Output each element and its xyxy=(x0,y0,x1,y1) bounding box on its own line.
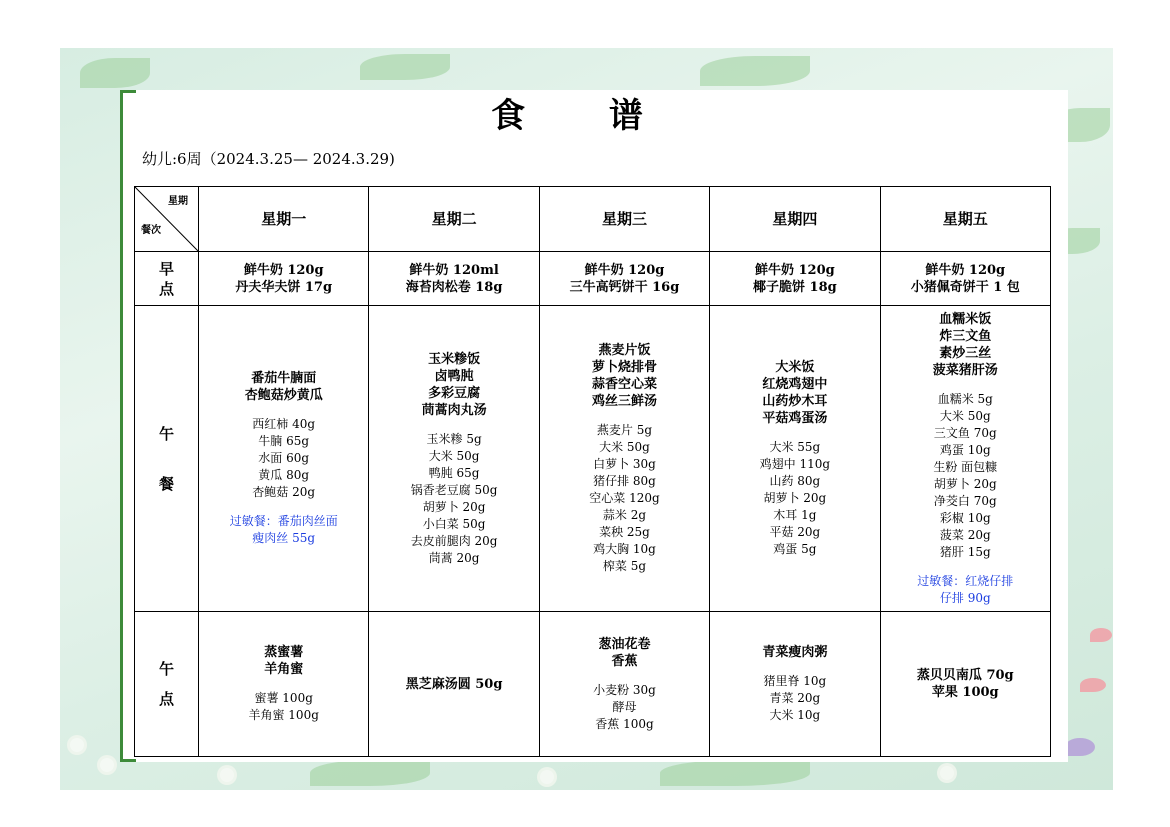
snack-row xyxy=(135,612,1051,757)
ingredient-item: 燕麦片 5g xyxy=(596,423,653,437)
dish-item: 鲜牛奶 120g xyxy=(243,262,324,278)
meal-label-char: 午 xyxy=(158,424,174,443)
dish-item: 鲜牛奶 120g xyxy=(754,262,835,278)
week-subtitle: 幼儿:6周（2024.3.25— 2024.3.29) xyxy=(142,150,395,168)
dish-item: 菠菜猪肝汤 xyxy=(932,362,998,378)
snack-cell xyxy=(880,612,1050,757)
dish-item: 蒸蜜薯 xyxy=(264,645,304,660)
flower-decoration xyxy=(220,768,234,782)
diagonal-line xyxy=(135,187,198,251)
flower-decoration xyxy=(100,758,114,772)
dish-item: 鲜牛奶 120g xyxy=(584,262,665,278)
petal-decoration xyxy=(1090,628,1112,642)
corner-cell xyxy=(135,187,199,252)
dish-item: 鲜牛奶 120ml xyxy=(409,262,499,278)
ingredient-item: 小白菜 50g xyxy=(422,516,486,531)
ingredient-item: 胡萝卜 20g xyxy=(763,491,827,505)
ingredient-item: 大米 10g xyxy=(769,708,821,722)
ingredient-item: 平菇 20g xyxy=(769,525,821,539)
flower-decoration xyxy=(940,766,954,780)
day-header: 星期五 xyxy=(880,187,1050,252)
dish-item: 三牛高钙饼干 16g xyxy=(569,279,680,295)
ingredient-item: 酵母 xyxy=(612,699,637,714)
meal-label-char: 点 xyxy=(158,279,174,298)
ingredient-item: 胡萝卜 20g xyxy=(422,499,486,514)
snack-cell xyxy=(710,612,880,757)
dish-item: 香蕉 xyxy=(611,653,638,669)
ingredient-item: 羊角蜜 100g xyxy=(248,708,319,722)
ingredient-item: 猪肝 15g xyxy=(939,544,991,559)
dish-item: 炸三文鱼 xyxy=(939,328,992,344)
allergy-item: 瘦肉丝 55g xyxy=(252,531,316,545)
meal-label-snack xyxy=(135,612,199,757)
breakfast-cell xyxy=(369,252,539,306)
lunch-cell xyxy=(369,306,539,612)
ingredient-item: 血糯米 5g xyxy=(937,391,993,406)
snack-cell xyxy=(539,612,709,757)
leaf-decoration xyxy=(360,54,450,80)
ingredient-item: 大米 55g xyxy=(769,440,821,454)
dish-item: 茼蒿肉丸汤 xyxy=(421,402,487,418)
ingredient-item: 大米 50g xyxy=(428,448,480,463)
ingredient-item: 木耳 1g xyxy=(773,508,817,522)
ingredient-item: 彩椒 10g xyxy=(939,510,991,525)
lunch-cell xyxy=(199,306,369,612)
snack-cell xyxy=(199,612,369,757)
ingredient-item: 鸡大胸 10g xyxy=(593,542,656,556)
breakfast-cell xyxy=(199,252,369,306)
leaf-decoration xyxy=(80,58,150,88)
corner-week-label: 星期 xyxy=(168,196,188,207)
dish-item: 多彩豆腐 xyxy=(428,385,481,401)
ingredient-item: 菠菜 20g xyxy=(939,527,991,542)
meal-label-char: 早 xyxy=(158,259,174,278)
dish-item: 苹果 100g xyxy=(931,685,999,700)
day-header: 星期三 xyxy=(539,187,709,252)
header-row xyxy=(135,187,1051,252)
ingredient-item: 大米 50g xyxy=(599,440,650,454)
ingredient-item: 鸡蛋 10g xyxy=(939,442,991,457)
day-header: 星期一 xyxy=(199,187,369,252)
meal-label-lunch xyxy=(135,306,199,612)
meal-label-char: 午 xyxy=(158,660,174,678)
petal-decoration xyxy=(1080,678,1106,692)
dish-item: 平菇鸡蛋汤 xyxy=(762,411,828,426)
dish-item: 杏鲍菇炒黄瓜 xyxy=(244,388,323,403)
ingredient-item: 锅香老豆腐 50g xyxy=(410,482,498,497)
meal-label-char: 餐 xyxy=(158,474,174,493)
ingredient-item: 鸡翅中 110g xyxy=(759,457,831,471)
dish-item: 卤鸭肫 xyxy=(434,368,474,384)
ingredient-item: 生粉 面包糠 xyxy=(933,459,998,474)
ingredient-item: 小麦粉 30g xyxy=(593,682,656,697)
ingredient-item: 大米 50g xyxy=(939,408,991,423)
allergy-item: 过敏餐：红烧仔排 xyxy=(917,573,1014,588)
allergy-item: 过敏餐：番茄肉丝面 xyxy=(229,514,338,528)
dish-item: 蒸贝贝南瓜 70g xyxy=(916,668,1014,683)
ingredient-item: 香蕉 100g xyxy=(595,716,654,731)
dish-item: 小猪佩奇饼干 1 包 xyxy=(910,279,1020,295)
ingredient-item: 鸡蛋 5g xyxy=(773,542,817,556)
meal-label-breakfast xyxy=(135,252,199,306)
corner-meal-label: 餐次 xyxy=(141,225,161,236)
ingredient-item: 牛腩 65g xyxy=(258,434,310,448)
petal-decoration xyxy=(1065,738,1095,756)
ingredient-item: 空心菜 120g xyxy=(589,491,660,505)
ingredient-item: 蜜薯 100g xyxy=(254,691,313,705)
breakfast-cell xyxy=(539,252,709,306)
dish-item: 素炒三丝 xyxy=(939,345,992,361)
ingredient-item: 菜秧 25g xyxy=(599,525,650,539)
dish-item: 海苔肉松卷 18g xyxy=(405,279,503,295)
ingredient-item: 水面 60g xyxy=(258,451,310,465)
leaf-decoration xyxy=(660,760,810,786)
dish-item: 血糯米饭 xyxy=(939,311,992,327)
dish-item: 葱油花卷 xyxy=(598,636,651,652)
ingredient-item: 山药 80g xyxy=(769,474,821,488)
dish-item: 羊角蜜 xyxy=(264,662,304,677)
ingredient-item: 胡萝卜 20g xyxy=(933,476,997,491)
dish-item: 黑芝麻汤圆 50g xyxy=(405,676,503,692)
dish-item: 椰子脆饼 18g xyxy=(753,279,837,295)
snack-cell xyxy=(369,612,539,757)
breakfast-cell xyxy=(710,252,880,306)
ingredient-item: 青菜 20g xyxy=(769,691,821,705)
lunch-cell xyxy=(880,306,1050,612)
breakfast-cell xyxy=(880,252,1050,306)
leaf-decoration xyxy=(310,760,430,786)
dish-item: 鸡丝三鲜汤 xyxy=(591,394,657,409)
dish-item: 红烧鸡翅中 xyxy=(762,377,828,392)
ingredient-item: 三文鱼 70g xyxy=(933,425,997,440)
ingredient-item: 黄瓜 80g xyxy=(258,468,310,482)
lunch-cell xyxy=(710,306,880,612)
ingredient-item: 白萝卜 30g xyxy=(593,457,656,471)
allergy-item: 仔排 90g xyxy=(939,590,991,605)
day-header: 星期四 xyxy=(710,187,880,252)
meal-label-char: 点 xyxy=(158,690,174,708)
dish-item: 蒜香空心菜 xyxy=(591,377,657,392)
dish-item: 萝卜烧排骨 xyxy=(591,360,657,375)
dish-item: 山药炒木耳 xyxy=(762,394,828,409)
dish-item: 大米饭 xyxy=(775,360,815,375)
lunch-cell xyxy=(539,306,709,612)
breakfast-row xyxy=(135,252,1051,306)
ingredient-item: 净茭白 70g xyxy=(933,493,997,508)
dish-item: 丹夫华夫饼 17g xyxy=(235,279,333,295)
lunch-row xyxy=(135,306,1051,612)
dish-item: 番茄牛腩面 xyxy=(251,371,317,386)
page-title: 食 谱 xyxy=(491,96,679,136)
ingredient-item: 杏鲍菇 20g xyxy=(252,485,316,499)
dish-item: 青菜瘦肉粥 xyxy=(762,645,828,660)
dish-item: 燕麦片饭 xyxy=(598,343,651,358)
menu-table xyxy=(134,186,1051,757)
ingredient-item: 去皮前腿肉 20g xyxy=(410,533,498,548)
leaf-decoration xyxy=(700,56,810,86)
ingredient-item: 茼蒿 20g xyxy=(428,550,480,565)
flower-decoration xyxy=(540,770,554,784)
dish-item: 鲜牛奶 120g xyxy=(925,262,1006,278)
day-header: 星期二 xyxy=(369,187,539,252)
ingredient-item: 鸭肫 65g xyxy=(428,465,480,480)
flower-decoration xyxy=(70,738,84,752)
dish-item: 玉米糁饭 xyxy=(428,351,481,367)
ingredient-item: 榨菜 5g xyxy=(602,559,647,573)
ingredient-item: 蒜米 2g xyxy=(602,508,647,522)
ingredient-item: 玉米糁 5g xyxy=(426,431,482,446)
ingredient-item: 西红柿 40g xyxy=(252,417,316,431)
ingredient-item: 猪仔排 80g xyxy=(593,474,656,488)
ingredient-item: 猪里脊 10g xyxy=(763,674,827,688)
